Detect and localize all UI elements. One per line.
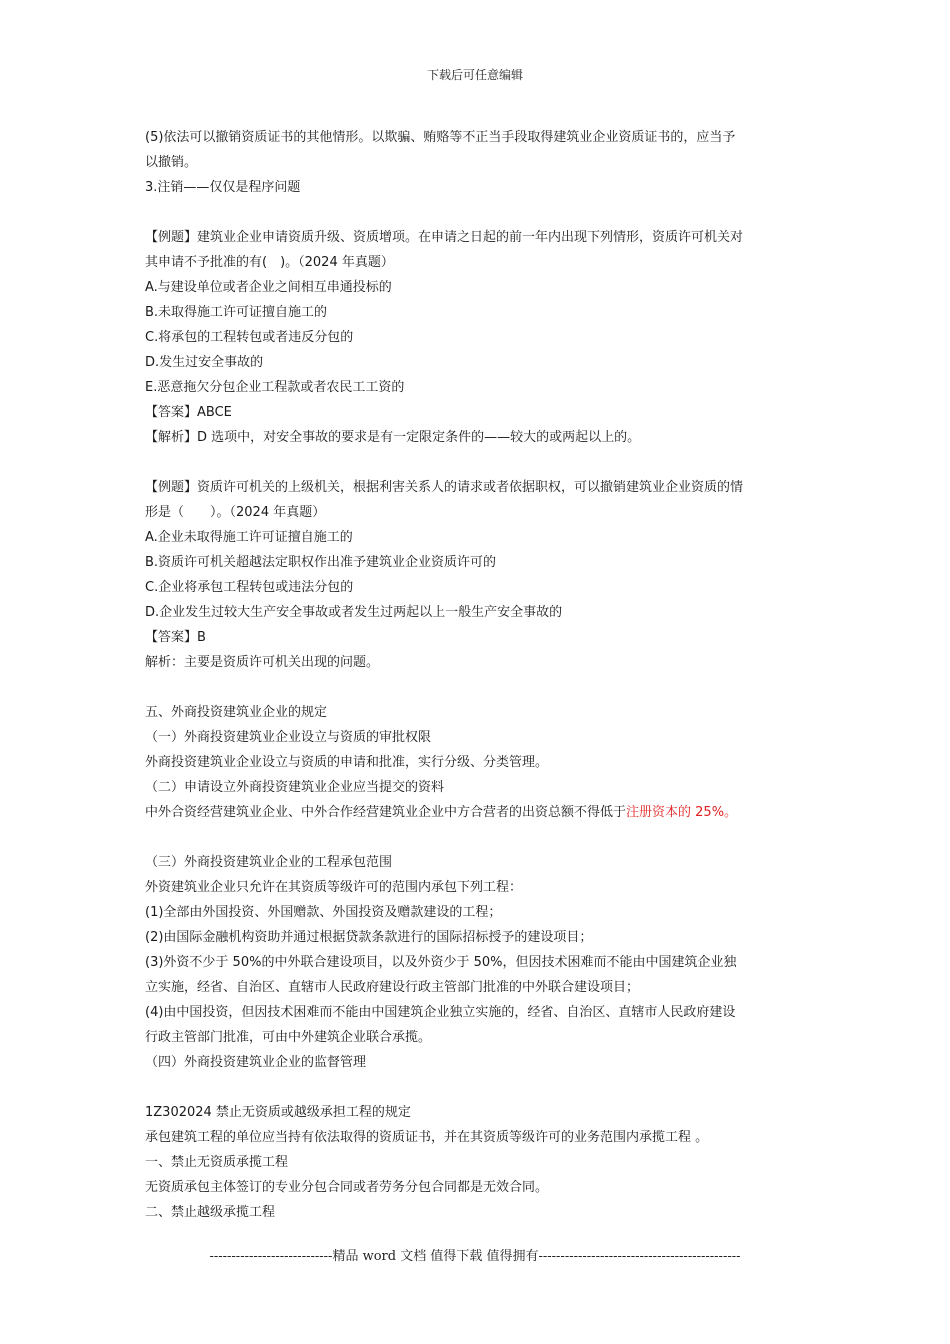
- subsection-heading: （一）外商投资建筑业企业设立与资质的审批权限: [145, 730, 432, 745]
- text-line: 以撤销。: [145, 155, 198, 170]
- subsection-heading: （三）外商投资建筑业企业的工程承包范围: [145, 855, 393, 870]
- text-line: [145, 800, 810, 825]
- text-line: 承包建筑工程的单位应当持有依法取得的资质证书，并在其资质等级许可的业务范围内承揽工程 。: [145, 1130, 709, 1145]
- text-line: 3.注销——仅仅是程序问题: [145, 180, 301, 195]
- blank-line: [145, 1075, 810, 1100]
- blank-line: [145, 200, 810, 225]
- option-c: C.将承包的工程转包或者违反分包的: [145, 330, 354, 345]
- subsection-heading: （四）外商投资建筑业企业的监督管理: [145, 1055, 367, 1070]
- blank-line: [145, 675, 810, 700]
- example-question: 【例题】建筑业企业申请资质升级、资质增项。在申请之日起的前一年内出现下列情形，资质许可机关对: [145, 230, 744, 245]
- option-d: D.发生过安全事故的: [145, 355, 264, 370]
- list-item: (1)全部由外国投资、外国赠款、外国投资及赠款建设的工程；: [145, 905, 502, 920]
- option-b: B.未取得施工许可证擅自施工的: [145, 305, 328, 320]
- page-footer: ----------------------------精品 word 文档 值得下载 值得拥有----------------------------------------------: [209, 1249, 741, 1264]
- text-line: 无资质承包主体签订的专业分包合同或者劳务分包合同都是无效合同。: [145, 1180, 549, 1195]
- explanation: 【解析】D 选项中，对安全事故的要求是有一定限定条件的——较大的或两起以上的。: [145, 430, 641, 445]
- option-a: A.企业未取得施工许可证擅自施工的: [145, 530, 353, 545]
- option-b: B.资质许可机关超越法定职权作出准予建筑业企业资质许可的: [145, 555, 497, 570]
- blank-line: [145, 450, 810, 475]
- text-segment: 中外合资经营建筑业企业、中外合作经营建筑业企业中方合营者的出资总额不得低于: [145, 805, 627, 820]
- text-line: 形是（ ）。（2024 年真题）: [145, 505, 326, 520]
- document-body: [145, 125, 810, 1225]
- text-line: 立实施，经省、自治区、直辖市人民政府建设行政主管部门批准的中外联合建设项目；: [145, 980, 640, 995]
- list-item: (2)由国际金融机构资助并通过根据贷款条款进行的国际招标授予的建设项目；: [145, 930, 593, 945]
- subsection-heading: （二）申请设立外商投资建筑业企业应当提交的资料: [145, 780, 445, 795]
- answer: 【答案】B: [145, 630, 206, 645]
- option-a: A.与建设单位或者企业之间相互串通投标的: [145, 280, 392, 295]
- blank-line: [145, 825, 810, 850]
- option-e: E.恶意拖欠分包企业工程款或者农民工工资的: [145, 380, 405, 395]
- example-question: 【例题】资质许可机关的上级机关，根据利害关系人的请求或者依据职权，可以撤销建筑业企业资质的情: [145, 480, 744, 495]
- highlighted-text: 注册资本的 25%。: [626, 805, 738, 820]
- list-item: (4)由中国投资，但因技术困难而不能由中国建筑企业独立实施的，经省、自治区、直辖市人民政府建设: [145, 1005, 736, 1020]
- list-item: (3)外资不少于 50%的中外联合建设项目，以及外资少于 50%，但因技术困难而不能由中国建筑企业独: [145, 955, 737, 970]
- answer: 【答案】ABCE: [145, 405, 232, 420]
- option-c: C.企业将承包工程转包或违法分包的: [145, 580, 354, 595]
- explanation: 解析：主要是资质许可机关出现的问题。: [145, 655, 380, 670]
- option-d: D.企业发生过较大生产安全事故或者发生过两起以上一般生产安全事故的: [145, 605, 563, 620]
- section-heading: 五、外商投资建筑业企业的规定: [145, 705, 328, 720]
- section-heading: 二、禁止越级承揽工程: [145, 1205, 276, 1220]
- text-line: 其申请不予批准的有( )。（2024 年真题）: [145, 255, 394, 270]
- section-heading: 1Z302024 禁止无资质或越级承担工程的规定: [145, 1105, 411, 1120]
- text-line: 外资建筑业企业只允许在其资质等级许可的范围内承包下列工程：: [145, 880, 523, 895]
- page-header: 下载后可任意编辑: [426, 68, 523, 82]
- text-line: (5)依法可以撤销资质证书的其他情形。以欺骗、贿赂等不正当手段取得建筑业企业资质证书的，应当予: [145, 130, 736, 145]
- text-line: 行政主管部门批准，可由中外建筑企业联合承揽。: [145, 1030, 432, 1045]
- section-heading: 一、禁止无资质承揽工程: [145, 1155, 289, 1170]
- text-line: 外商投资建筑业企业设立与资质的申请和批准，实行分级、分类管理。: [145, 755, 549, 770]
